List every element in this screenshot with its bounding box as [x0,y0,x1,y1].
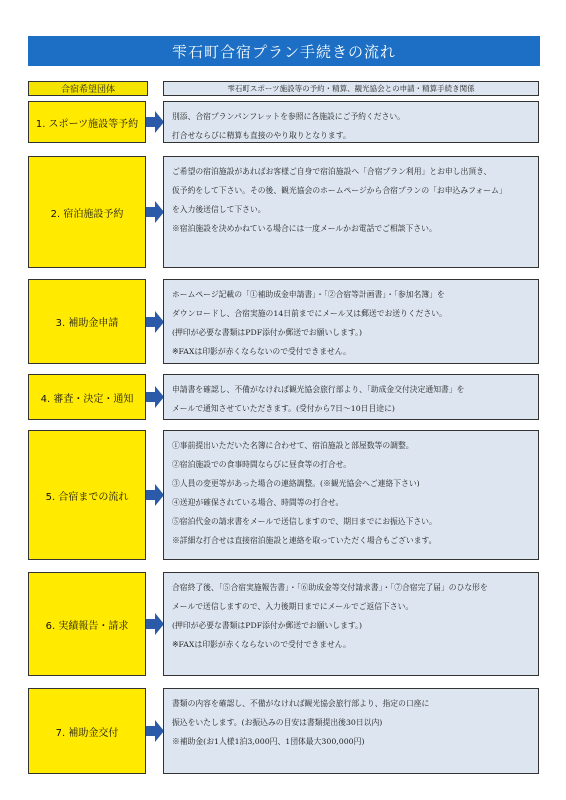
arrow-right-icon [146,386,164,408]
description-line: ※詳細な打合せは直接宿泊施設と連絡を取っていただく場合もございます。 [172,536,437,545]
step-description [163,688,539,774]
step-label: 1. スポーツ施設等予約 [28,101,146,143]
column-header-procedures: 雫石町スポーツ施設等の予約・精算、観光協会との申請・精算手続き関係 [163,81,539,96]
step-2 [0,156,566,268]
description-line: ④送迎が確保されている場合、時間等の打合せ。 [172,498,344,507]
step-description [163,572,539,676]
column-header-applicant: 合宿希望団体 [28,81,148,96]
description-line: ご希望の宿泊施設があればお客様ご自身で宿泊施設へ「合宿プラン利用」とお申し出頂き、 [172,167,492,176]
description-line: (押印が必要な書類はPDF添付か郵送でお願いします。) [172,328,362,337]
description-line: メールで通知させていただきます。(受付から7日～10日目途に) [172,404,395,413]
description-line: ホームページ記載の「①補助成金申請書」・「②合宿等計画書」・「参加名簿」を [172,290,445,299]
description-line: メールで送信しますので、入力後期日までにメールでご返信下さい。 [172,602,414,611]
step-4 [0,374,566,420]
description-line: ※補助金(お1人様1泊3,000円、1団体最大300,000円) [172,737,365,746]
description-line: ダウンロードし、合宿実施の14日前までにメール又は郵送でお送りください。 [172,309,447,318]
arrow-right-icon [146,111,164,133]
step-label: 7. 補助金交付 [28,688,146,774]
step-label: 3. 補助金申請 [28,279,146,364]
step-label: 6. 実績報告・請求 [28,572,146,676]
step-description [163,374,539,420]
arrow-right-icon [146,311,164,333]
step-description [163,101,539,143]
description-line: 別添、合宿プランパンフレットを参照に各施設にご予約ください。 [172,112,405,121]
arrow-right-icon [146,613,164,635]
step-7 [0,688,566,774]
description-line: 仮予約をして下さい。その後、観光協会のホームページから合宿プランの「お申込みフォーム」 [172,186,507,195]
description-line: ③人員の変更等があった場合の連絡調整。(※観光協会へご連絡下さい) [172,479,420,488]
description-line: ①事前提出いただいた名簿に合わせて、宿泊施設と部屋数等の調整。 [172,441,414,450]
description-line: (押印が必要な書類はPDF添付か郵送でお願いします。) [172,621,362,630]
description-line: ⑤宿泊代金の請求書をメールで送信しますので、期日までにお振込下さい。 [172,517,437,526]
description-line: 振込をいたします。(お振込みの目安は書類提出後30日以内) [172,718,383,727]
step-6 [0,572,566,676]
step-description [163,279,539,364]
description-line: を入力後送信して下さい。 [172,205,266,214]
description-line: 打合せならびに精算も直接のやり取りとなります。 [172,131,351,140]
step-5 [0,430,566,560]
arrow-right-icon [146,484,164,506]
page-title: 雫石町合宿プラン手続きの流れ [28,36,540,66]
step-label: 4. 審査・決定・通知 [28,374,146,420]
description-line: 書類の内容を確認し、不備がなければ観光協会旅行部より、指定の口座に [172,699,430,708]
step-description [163,156,539,268]
description-line: ※FAXは印影が赤くならないので受付できません。 [172,640,351,649]
step-label: 5. 合宿までの流れ [28,430,146,560]
description-line: ②宿泊施設での食事時間ならびに昼食等の打合せ。 [172,460,352,469]
arrow-right-icon [146,201,164,223]
step-label: 2. 宿泊施設予約 [28,156,146,268]
step-3 [0,279,566,364]
description-line: 合宿終了後、「⑤合宿実施報告書」・「⑥助成金等交付請求書」・「⑦合宿完了届」のひな形を [172,583,488,592]
step-description [163,430,539,560]
description-line: ※FAXは印影が赤くならないので受付できません。 [172,347,351,356]
description-line: 申請書を確認し、不備がなければ観光協会旅行部より、「助成金交付決定通知書」を [172,385,465,394]
arrow-right-icon [146,720,164,742]
description-line: ※宿泊施設を決めかねている場合には一度メールかお電話でご相談下さい。 [172,224,437,233]
step-1 [0,101,566,143]
